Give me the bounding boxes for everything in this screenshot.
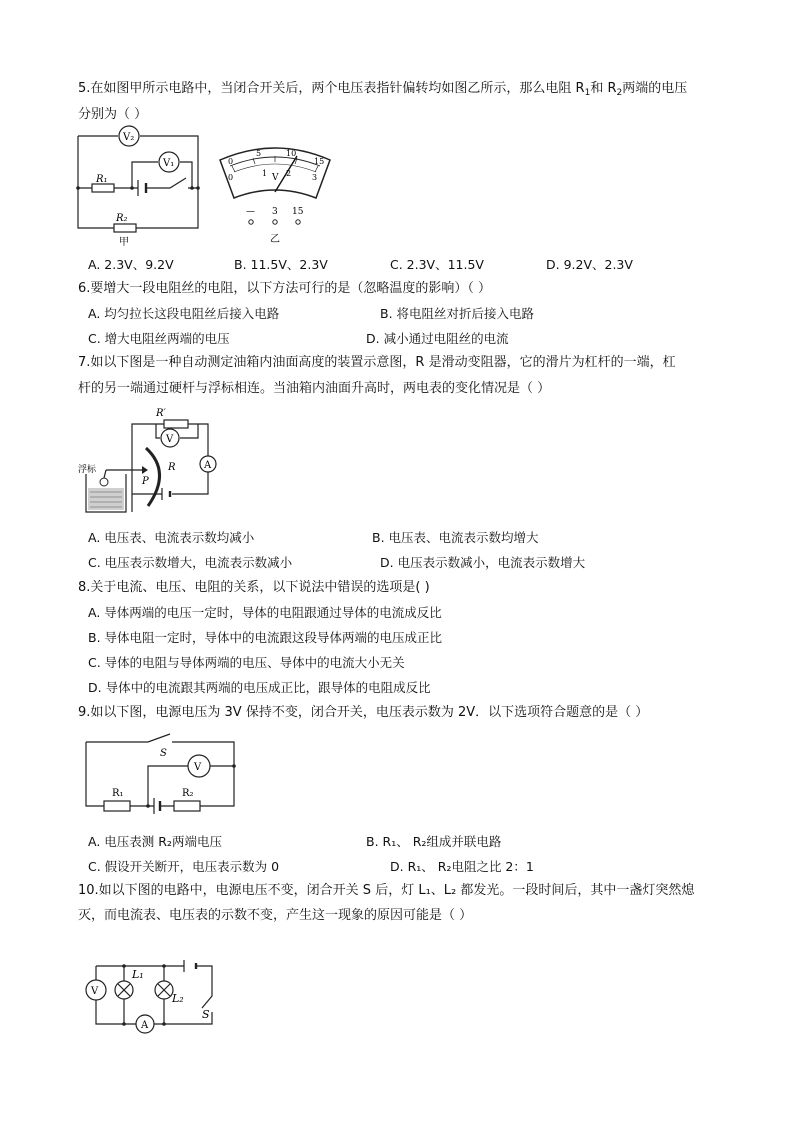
q6-option-a[interactable]: A. 均匀拉长这段电阻丝后接入电路 (88, 306, 280, 321)
q10-figure-circuit (84, 956, 220, 1036)
q10-stem-line1: 10.如以下图的电路中，电源电压不变，闭合开关 S 后，灯 L₁、L₂ 都发光。一段时间后，其中一盏灯突然熄 (78, 883, 695, 898)
q5-option-a[interactable]: A. 2.3V、9.2V (88, 257, 174, 272)
q5-figure-yi-voltmeter (218, 142, 332, 250)
q9-option-b[interactable]: B. R₁、 R₂组成并联电路 (366, 834, 502, 849)
r-label: R (168, 462, 176, 473)
scale-bottom-2: 2 (286, 169, 292, 178)
scale-top-0: 0 (228, 157, 234, 166)
p-label: P (142, 476, 149, 487)
scale-bottom-0: 0 (228, 173, 234, 182)
q8-stem: 8.关于电流、电压、电阻的关系，以下说法中错误的选项是( ) (78, 580, 430, 595)
q8-option-d[interactable]: D. 导体中的电流跟其两端的电压成正比，跟导体的电阻成反比 (88, 680, 431, 695)
meter-v-label: V (272, 173, 279, 183)
q7-option-a[interactable]: A. 电压表、电流表示数均减小 (88, 530, 255, 545)
q9-option-c[interactable]: C. 假设开关断开，电压表示数为 0 (88, 859, 280, 874)
q7-stem-line2: 杆的另一端通过硬杆与浮标相连。当油箱内油面升高时，两电表的变化情况是（ ） (78, 381, 551, 396)
q8-option-b[interactable]: B. 导体电阻一定时，导体中的电流跟这段导体两端的电压成正比 (88, 630, 443, 645)
q6-option-c[interactable]: C. 增大电阻丝两端的电压 (88, 331, 230, 346)
q5-stem-line1: 5.在如图甲所示电路中，当闭合开关后，两个电压表指针偏转均如图乙所示，那么电阻 $R_1$和 $R_2$两端的电压 (78, 81, 688, 98)
q8-option-c[interactable]: C. 导体的电阻与导体两端的电压、导体中的电流大小无关 (88, 655, 405, 670)
q5-option-b[interactable]: B. 11.5V、2.3V (234, 257, 328, 272)
scale-top-15: 15 (314, 157, 325, 166)
q7-option-d[interactable]: D. 电压表示数减小，电流表示数增大 (380, 555, 586, 570)
r2-label: R₂ (116, 213, 128, 224)
q9-figure-circuit (84, 734, 238, 816)
q10-stem-line2: 灭，而电流表、电压表的示数不变，产生这一现象的原因可能是（ ） (78, 908, 473, 923)
q7-option-b[interactable]: B. 电压表、电流表示数均增大 (372, 530, 539, 545)
s-label: S (160, 748, 167, 759)
scale-top-10: 10 (286, 149, 297, 158)
float-label: 浮标 (78, 465, 97, 475)
yi-label: 乙 (270, 234, 280, 245)
jia-label: 甲 (119, 237, 129, 248)
scale-bottom-3: 3 (312, 173, 318, 182)
l1-label: L₁ (132, 968, 144, 981)
q6-stem: 6.要增大一段电阻丝的电阻，以下方法可行的是（忽略温度的影响）（ ） (78, 281, 492, 296)
q9-stem: 9.如以下图，电源电压为 3V 保持不变，闭合开关，电压表示数为 2V．以下选项符合题意的是（ ） (78, 705, 649, 720)
rprime-label: R′ (156, 408, 166, 419)
scale-top-5: 5 (256, 149, 262, 158)
q7-stem-line1: 7.如以下图是一种自动测定油箱内油面高度的装置示意图，R 是滑动变阻器，它的滑片为杠杆的一端，杠 (78, 355, 676, 370)
v-label: V (194, 762, 202, 773)
q7-option-c[interactable]: C. 电压表示数增大，电流表示数减小 (88, 555, 293, 570)
v2-label: V₂ (123, 132, 135, 143)
q9-option-a[interactable]: A. 电压表测 R₂两端电压 (88, 834, 222, 849)
scale-bottom-1: 1 (262, 169, 268, 178)
q6-option-b[interactable]: B. 将电阻丝对折后接入电路 (380, 306, 535, 321)
v-label: V (166, 434, 174, 445)
a-label: A (141, 1020, 149, 1031)
l2-label: L₂ (172, 992, 184, 1005)
terminal-15: 15 (292, 207, 304, 217)
q5-stem-line2: 分别为（ ） (78, 107, 148, 122)
q9-option-d[interactable]: D. R₁、 R₂电阻之比 2：1 (390, 859, 534, 874)
r2-label: R₂ (182, 788, 194, 799)
terminal-3: 3 (272, 207, 278, 217)
r1-label: R₁ (96, 174, 108, 185)
q8-option-a[interactable]: A. 导体两端的电压一定时，导体的电阻跟通过导体的电流成反比 (88, 605, 442, 620)
a-label: A (204, 460, 212, 471)
q6-option-d[interactable]: D. 减小通过电阻丝的电流 (366, 331, 509, 346)
terminal-minus: — (246, 207, 255, 217)
q5-figure-jia (74, 124, 204, 248)
r1-label: R₁ (112, 788, 124, 799)
v-label: V (91, 986, 99, 997)
q5-option-d[interactable]: D. 9.2V、2.3V (546, 257, 633, 272)
q5-option-c[interactable]: C. 2.3V、11.5V (390, 257, 484, 272)
s-label: S (202, 1008, 210, 1021)
v1-label: V₁ (163, 158, 175, 169)
q7-figure-oil-tank (76, 404, 212, 524)
